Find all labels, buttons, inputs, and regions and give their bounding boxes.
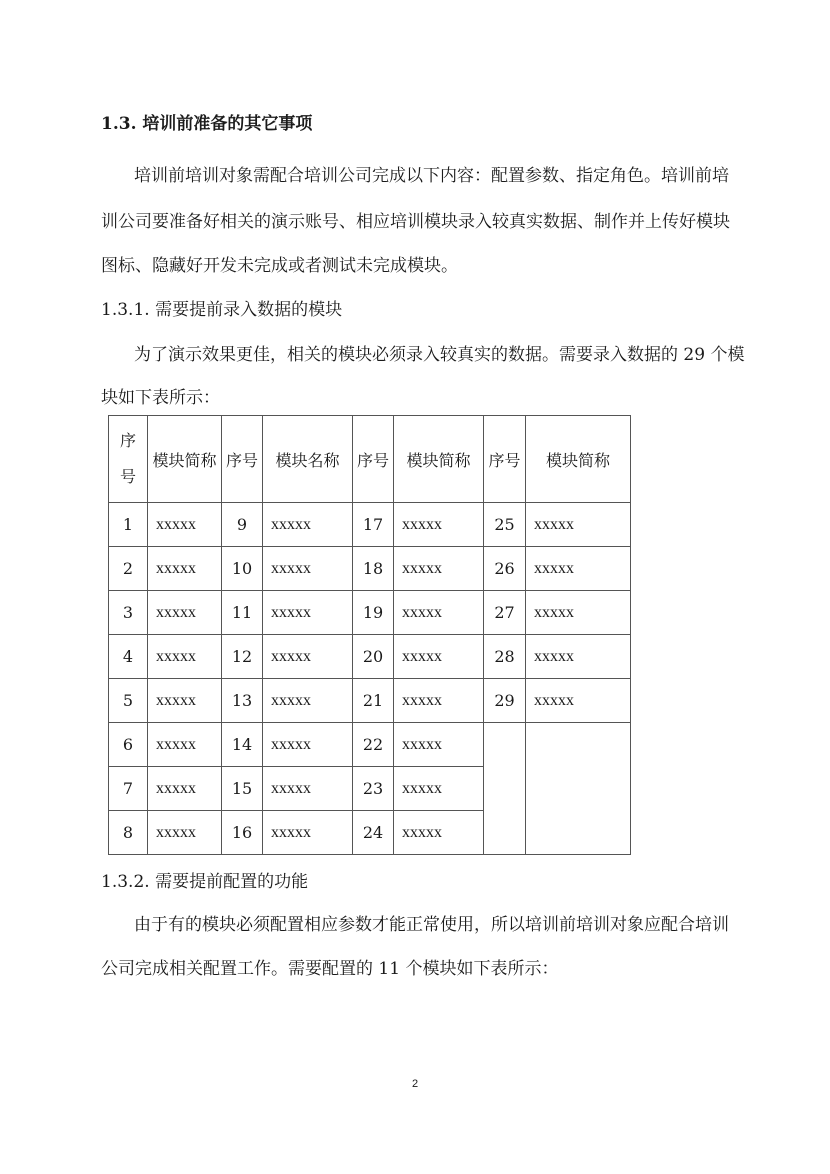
paragraph-line: 图标、隐藏好开发未完成或者测试未完成模块。 [101, 256, 458, 276]
module-cell: xxxxx [394, 503, 484, 547]
table-row [109, 635, 631, 679]
paragraph-line: 由于有的模块必须配置相应参数才能正常使用，所以培训前培训对象应配合培训 [134, 915, 729, 935]
module-cell: xxxxx [148, 767, 222, 811]
module-cell: xxxxx [148, 503, 222, 547]
module-cell: xxxxx [148, 723, 222, 767]
module-cell: xxxxx [263, 767, 353, 811]
index-cell: 2 [109, 547, 148, 591]
index-cell: 25 [484, 503, 526, 547]
index-cell: 5 [109, 679, 148, 723]
module-cell: xxxxx [394, 635, 484, 679]
section-heading: 1.3. 培训前准备的其它事项 [101, 114, 313, 134]
module-cell: xxxxx [263, 679, 353, 723]
index-cell: 29 [484, 679, 526, 723]
modules-table [108, 415, 631, 855]
module-cell: xxxxx [263, 547, 353, 591]
index-cell: 9 [222, 503, 263, 547]
index-cell: 14 [222, 723, 263, 767]
module-cell: xxxxx [263, 635, 353, 679]
index-cell: 20 [353, 635, 394, 679]
paragraph-line: 为了演示效果更佳，相关的模块必须录入较真实的数据。需要录入数据的 29 个模 [134, 345, 745, 365]
module-cell: xxxxx [148, 591, 222, 635]
module-cell: xxxxx [394, 767, 484, 811]
module-cell: xxxxx [394, 723, 484, 767]
module-cell: xxxxx [526, 503, 631, 547]
subsection-heading: 1.3.1. 需要提前录入数据的模块 [101, 300, 343, 320]
module-cell: xxxxx [148, 811, 222, 855]
header-cell: 模块名称 [263, 416, 353, 503]
header-cell: 模块简称 [526, 416, 631, 503]
empty-cell [484, 723, 526, 855]
module-cell: xxxxx [148, 635, 222, 679]
module-cell: xxxxx [526, 547, 631, 591]
module-cell: xxxxx [394, 547, 484, 591]
table-header-row [109, 416, 631, 503]
header-cell: 模块简称 [148, 416, 222, 503]
index-cell: 1 [109, 503, 148, 547]
empty-cell [526, 723, 631, 855]
header-cell: 序号 [353, 416, 394, 503]
header-cell: 序号 [222, 416, 263, 503]
index-cell: 11 [222, 591, 263, 635]
index-cell: 22 [353, 723, 394, 767]
table-row [109, 679, 631, 723]
paragraph-line: 培训前培训对象需配合培训公司完成以下内容：配置参数、指定角色。培训前培 [134, 166, 729, 186]
module-cell: xxxxx [263, 723, 353, 767]
index-cell: 23 [353, 767, 394, 811]
module-cell: xxxxx [263, 591, 353, 635]
index-cell: 26 [484, 547, 526, 591]
index-cell: 7 [109, 767, 148, 811]
index-cell: 13 [222, 679, 263, 723]
index-cell: 24 [353, 811, 394, 855]
index-cell: 16 [222, 811, 263, 855]
table-row [109, 503, 631, 547]
module-cell: xxxxx [526, 591, 631, 635]
index-cell: 17 [353, 503, 394, 547]
index-cell: 8 [109, 811, 148, 855]
page-number: 2 [411, 1078, 419, 1090]
header-cell: 模块简称 [394, 416, 484, 503]
module-cell: xxxxx [263, 811, 353, 855]
module-cell: xxxxx [394, 679, 484, 723]
index-cell: 15 [222, 767, 263, 811]
index-cell: 6 [109, 723, 148, 767]
index-cell: 12 [222, 635, 263, 679]
index-cell: 4 [109, 635, 148, 679]
index-cell: 27 [484, 591, 526, 635]
index-cell: 28 [484, 635, 526, 679]
index-cell: 18 [353, 547, 394, 591]
paragraph-line: 公司完成相关配置工作。需要配置的 11 个模块如下表所示： [101, 959, 559, 979]
index-cell: 10 [222, 547, 263, 591]
index-cell: 3 [109, 591, 148, 635]
table-row [109, 547, 631, 591]
paragraph-line: 块如下表所示： [101, 388, 220, 408]
index-cell: 21 [353, 679, 394, 723]
header-cell: 序 号 [109, 416, 148, 503]
module-cell: xxxxx [394, 591, 484, 635]
module-cell: xxxxx [148, 547, 222, 591]
header-cell: 序号 [484, 416, 526, 503]
module-cell: xxxxx [263, 503, 353, 547]
table-row [109, 723, 631, 767]
paragraph-line: 训公司要准备好相关的演示账号、相应培训模块录入较真实数据、制作并上传好模块 [101, 212, 730, 232]
module-cell: xxxxx [526, 635, 631, 679]
table-row [109, 591, 631, 635]
index-cell: 19 [353, 591, 394, 635]
subsection-heading: 1.3.2. 需要提前配置的功能 [101, 872, 309, 892]
module-cell: xxxxx [394, 811, 484, 855]
module-cell: xxxxx [526, 679, 631, 723]
module-cell: xxxxx [148, 679, 222, 723]
